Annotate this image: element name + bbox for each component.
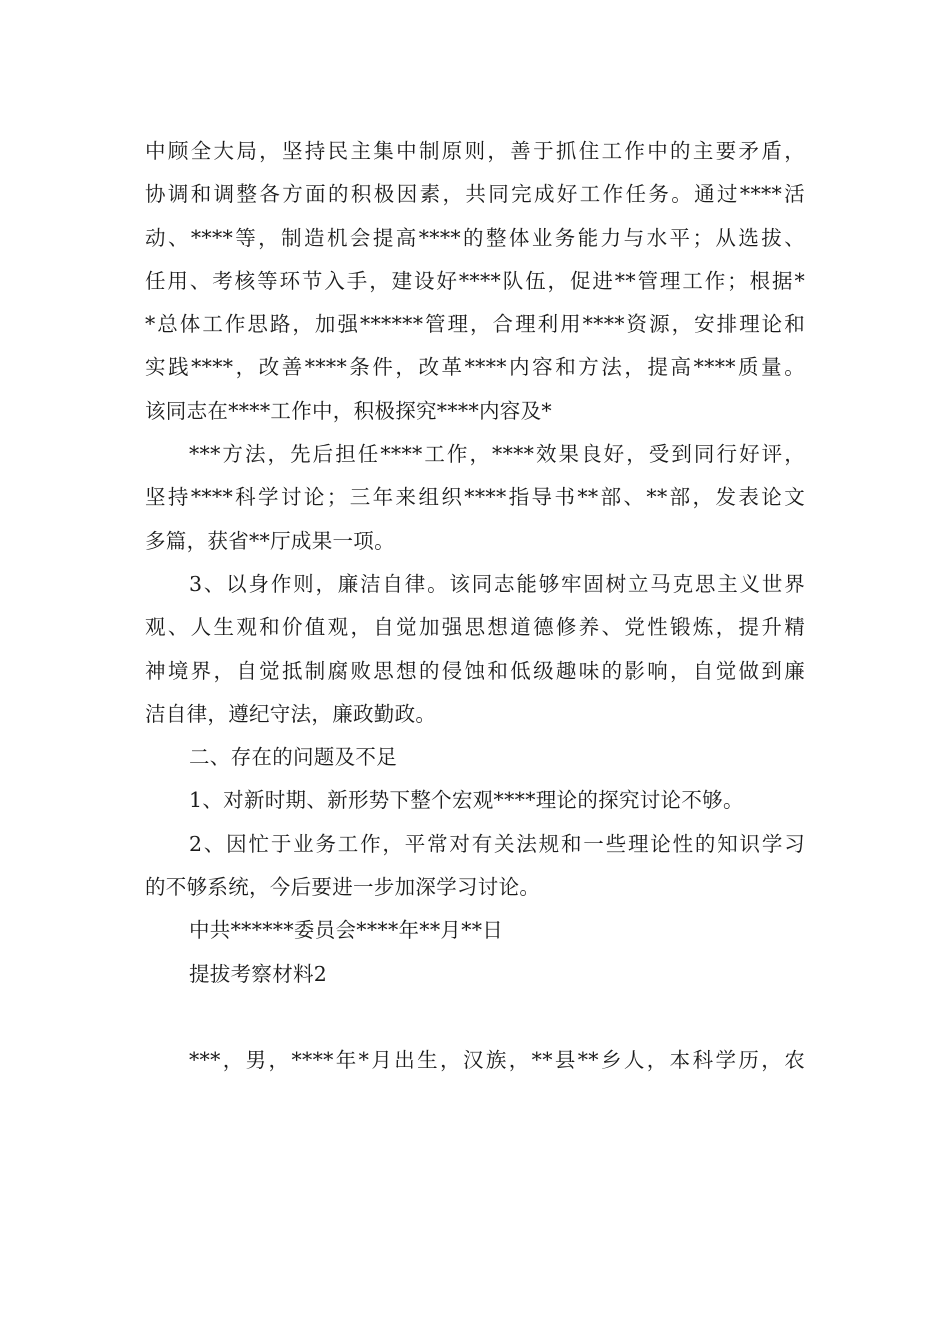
document-body (145, 130, 805, 1083)
material-title: 提拔考察材料2 (189, 961, 328, 986)
paragraph-start-line: 2、因忙于业务工作，平常对有关法规和一些理论性的知识学习 (189, 831, 805, 856)
paragraph-start-line: 3、以身作则，廉洁自律。该同志能够牢固树立马克思主义世界 (189, 571, 805, 596)
text-line: 中顾全大局，坚持民主集中制原则，善于抓住工作中的主要矛盾， (145, 139, 805, 163)
blank-line (145, 996, 805, 1039)
text-line: 观、人生观和价值观，自觉加强思想道德修养、党性锻炼，提升精 (145, 615, 805, 640)
paragraph-start-line: ***方法，先后担任****工作，****效果良好，受到同行好评， (189, 442, 805, 467)
text-line: 的不够系统，今后要进一步加深学习讨论。 (145, 875, 541, 900)
signature-line: 中共******委员会****年**月**日 (189, 918, 504, 943)
paragraph-start-line: ***，男，****年*月出生，汉族，**县**乡人，本科学历，农 (189, 1048, 805, 1073)
text-line: 坚持****科学讨论；三年来组织****指导书**部、**部，发表论文 (145, 485, 805, 510)
text-line: 多篇，获省**厅成果一项。 (145, 528, 395, 553)
text-line: 神境界，自觉抵制腐败思想的侵蚀和低级趣味的影响，自觉做到廉 (145, 658, 805, 683)
text-line: 实践****，改善****条件，改革****内容和方法，提高****质量。 (145, 355, 805, 380)
text-line: 协调和调整各方面的积极因素，共同完成好工作任务。通过****活 (145, 182, 805, 207)
section-heading: 二、存在的问题及不足 (189, 745, 397, 770)
paragraph-start-line: 1、对新时期、新形势下整个宏观****理论的探究讨论不够。 (189, 788, 744, 813)
text-line: 任用、考核等环节入手，建设好****队伍，促进**管理工作；根据* (145, 268, 805, 293)
text-line: *总体工作思路，加强******管理，合理利用****资源，安排理论和 (145, 312, 805, 337)
text-line: 洁自律，遵纪守法，廉政勤政。 (145, 701, 437, 726)
text-line: 动、****等，制造机会提高****的整体业务能力与水平；从选拔、 (145, 225, 805, 250)
text-line: 该同志在****工作中，积极探究****内容及* (145, 398, 552, 423)
